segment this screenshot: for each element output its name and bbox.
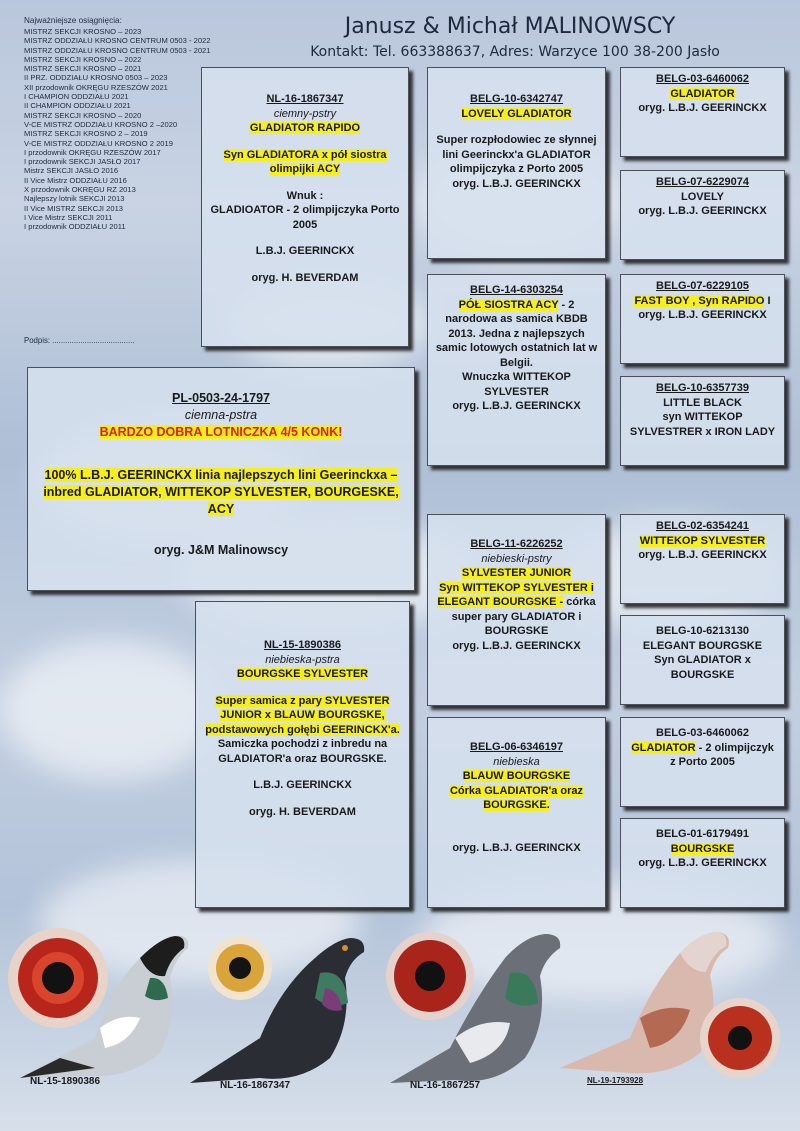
ggp-card [620, 818, 785, 908]
sire-name: GLADIATOR RAPIDO [249, 122, 361, 134]
ggp-name: GLADIATOR [631, 741, 696, 754]
ggp-card [620, 717, 785, 807]
granddam-sire-desc: - 2 narodowa as samica KBDB 2013. Jedna z najlepszych samic lotowych ostatnich lat w Belgii. [435, 298, 598, 369]
ggp-origin: oryg. L.B.J. GEERINCKX [638, 309, 767, 321]
ggp-origin: oryg. L.B.J. GEERINCKX [638, 102, 767, 114]
sire-reg: NL-16-1867347 [266, 93, 344, 105]
ggp-line-1: ELEGANT BOURGSKE [642, 639, 763, 652]
dam-reg: NL-15-1890386 [263, 639, 342, 651]
achievement-item: II Vice Mistrz ODDZIAŁU 2016 [24, 175, 127, 185]
bird-label: NL-15-1890386 [30, 1076, 101, 1087]
achievement-item: XII przodownik OKRĘGU RZESZÓW 2021 [24, 82, 168, 92]
granddam-dam-color: niebieska [493, 755, 540, 768]
granddam-sire-line: Wnuczka WITTEKOP SYLVESTER [462, 371, 571, 398]
grandsire-sire-card [427, 67, 606, 259]
achievement-item: V-CE MISTRZ ODDZIAŁU KROSNO 2 –2020 [24, 119, 178, 129]
sire-line-2: GLADIOATOR - 2 olimpijczyka Porto 2005 [210, 204, 400, 231]
ggp-origin: oryg. L.B.J. GEERINCKX [638, 549, 767, 561]
granddam-sire-card [427, 274, 606, 466]
achievement-item: MISTRZ SEKCJI KROSNO – 2023 [24, 27, 142, 36]
main-bird-color: ciemna-pstra [184, 408, 258, 422]
achievement-item: MISTRZ SEKCJI KROSNO – 2021 [24, 64, 142, 74]
ggp-card [620, 170, 785, 260]
grandsire-sire-origin: oryg. L.B.J. GEERINCKX [452, 177, 581, 190]
ggp-reg: BELG-02-6354241 [656, 520, 749, 532]
ggp-tail: - 2 olimpijczyk z Porto 2005 [670, 741, 774, 768]
ggp-reg: BELG-07-6229074 [656, 176, 749, 188]
sire-color: ciemny-pstry [273, 107, 337, 120]
bird-label: NL-19-1793928 [587, 1076, 644, 1085]
dam-desc: Super samica z pary SYLVESTER JUNIOR x BLAUW BOURGSKE, podstawowych gołębi GEERINCKX'a. [205, 694, 400, 736]
granddam-dam-name: BLAUW BOURGSKE [462, 770, 571, 782]
ggp-reg: BELG-10-6357739 [656, 382, 749, 394]
achievement-item: I Vice Mistrz SEKCJI 2011 [24, 212, 113, 222]
ggp-name: WITTEKOP SYLVESTER [639, 534, 766, 547]
ggp-line-2: Syn GLADIATOR x BOURGSKE [654, 654, 751, 681]
ggp-name: GLADIATOR [670, 87, 735, 100]
achievement-item: I przodownik OKRĘGU RZESZÓW 2017 [24, 147, 161, 157]
achievement-item: MISTRZ ODDZIAŁU KROSNO CENTRUM 0503 - 2022 [24, 36, 211, 46]
achievement-item: II CHAMPION ODDZIAŁU 2021 [24, 101, 131, 111]
grandsire-dam-color: niebieski-pstry [481, 552, 552, 565]
grandsire-dam-card [427, 514, 606, 706]
achievement-item: I przodownik SEKCJI JASŁO 2017 [24, 157, 141, 167]
dam-name: BOURGSKE SYLVESTER [236, 668, 369, 680]
achievement-item: MISTRZ SEKCJI KROSNO – 2020 [24, 110, 142, 120]
ggp-name: BOURGSKE [670, 842, 735, 855]
ggp-tail: I [764, 294, 771, 307]
main-bird-tag: BARDZO DOBRA LOTNICZKA 4/5 KONK! [99, 425, 343, 439]
ggp-reg-plain: BELG-10-6213130 [656, 625, 749, 637]
granddam-sire-reg: BELG-14-6303254 [470, 284, 563, 296]
ggp-origin: oryg. L.B.J. GEERINCKX [638, 205, 767, 217]
grandsire-dam-parents: Syn WITTEKOP SYLVESTER i ELEGANT BOURGSKE - [437, 581, 594, 608]
sire-card [201, 67, 409, 347]
breeder-contact: Kontakt: Tel. 663388637, Adres: Warzyce 100 38-200 Jasło [310, 44, 720, 60]
ggp-reg: BELG-07-6229105 [656, 280, 749, 292]
eye-image [700, 998, 780, 1078]
achievement-item: I przodownik ODDZIAŁU 2011 [24, 222, 126, 232]
grandsire-dam-origin: oryg. L.B.J. GEERINCKX [452, 639, 581, 652]
eye-image [208, 936, 272, 1000]
grandsire-dam-desc: córka super pary GLADIATOR i BOURGSKE [451, 596, 596, 637]
achievement-item: V-CE MISTRZ ODDZIAŁU KROSNO 2 2019 [24, 138, 173, 148]
achievements-list [24, 27, 224, 232]
ggp-card [620, 615, 785, 705]
main-bird-reg: PL-0503-24-1797 [172, 391, 270, 405]
granddam-dam-card [427, 717, 606, 908]
ggp-origin: oryg. L.B.J. GEERINCKX [638, 857, 767, 869]
signature-line: Podpis: ...................................... [24, 336, 135, 345]
achievement-item: II Vice MISTRZ SEKCJI 2013 [24, 203, 124, 213]
ggp-reg: BELG-03-6460062 [656, 73, 749, 85]
sire-line-3: L.B.J. GEERINCKX [255, 245, 355, 257]
dam-color: niebieska-pstra [265, 653, 340, 666]
grandsire-dam-name: SYLVESTER JUNIOR [461, 567, 572, 579]
dam-line-1: Samiczka pochodzi z inbredu na GLADIATOR'a oraz BOURGSKE. [217, 738, 388, 765]
ggp-reg-plain: BELG-03-6460062 [656, 727, 749, 739]
granddam-dam-origin: oryg. L.B.J. GEERINCKX [452, 841, 581, 854]
ggp-card [620, 514, 785, 604]
ggp-line-2: syn WITTEKOP SYLVESTRER x IRON LADY [629, 411, 776, 438]
achievement-item: MISTRZ SEKCJI KROSNO – 2022 [24, 54, 142, 64]
granddam-sire-origin: oryg. L.B.J. GEERINCKX [452, 400, 581, 412]
grandsire-sire-desc: Super rozpłodowiec ze słynnej lini Geerinckx'a GLADIATOR olimpijczyka z Porto 2005 [436, 134, 597, 175]
ggp-card [620, 376, 785, 466]
bird-label: NL-16-1867347 [220, 1080, 291, 1091]
ggp-card [620, 67, 785, 157]
achievement-item: MISTRZ ODDZIAŁU KROSNO CENTRUM 0503 - 2021 [24, 45, 211, 55]
breeder-name: Janusz & Michał MALINOWSCY [344, 14, 676, 39]
sire-line-4: oryg. H. BEVERDAM [251, 271, 359, 284]
ggp-line-1: LITTLE BLACK [663, 396, 742, 409]
sire-desc: Syn GLADIATORA x pół siostra olimpijki ACY [223, 148, 387, 175]
main-bird-card [27, 367, 415, 591]
eye-image [8, 928, 108, 1028]
ggp-name: LOVELY [681, 190, 724, 203]
main-bird-desc: 100% L.B.J. GEERINCKX linia najlepszych lini Geerinckxa – inbred GLADIATOR, WITTEKOP SYLVESTER, BOURGESKE, ACY [43, 468, 399, 516]
bird-label: NL-16-1867257 [410, 1080, 481, 1091]
granddam-dam-desc: Córka GLADIATOR'a oraz BOURGSKE. [449, 784, 583, 811]
dam-card [195, 601, 410, 908]
granddam-dam-reg: BELG-06-6346197 [470, 741, 563, 753]
achievement-item: X przodownik OKRĘGU RZ 2013 [24, 185, 136, 195]
eye-image [386, 932, 474, 1020]
achievement-item: MISTRZ SEKCJI KROSNO 2 – 2019 [24, 129, 148, 139]
pigeon-photos [0, 918, 800, 1088]
achievements-title: Najważniejsze osiągnięcia: [24, 16, 122, 25]
main-bird-origin: oryg. J&M Malinowscy [153, 543, 289, 557]
grandsire-dam-reg: BELG-11-6226252 [470, 538, 563, 550]
ggp-name: FAST BOY , Syn RAPIDO [634, 294, 765, 307]
dam-line-3: oryg. H. BEVERDAM [249, 805, 356, 818]
granddam-sire-name: PÓŁ SIOSTRA ACY [458, 298, 559, 311]
achievement-item: Najlepszy lotnik SEKCJI 2013 [24, 194, 125, 204]
ggp-card [620, 274, 785, 364]
grandsire-sire-reg: BELG-10-6342747 [470, 93, 563, 105]
sire-line-1: Wnuk : [286, 189, 324, 202]
achievement-item: I CHAMPION ODDZIAŁU 2021 [24, 92, 129, 102]
dam-line-2: L.B.J. GEERINCKX [253, 779, 352, 791]
grandsire-sire-name: LOVELY GLADIATOR [461, 107, 572, 120]
achievement-item: Mistrz SEKCJI JASŁO 2016 [24, 166, 119, 176]
ggp-reg-plain: BELG-01-6179491 [656, 828, 749, 840]
achievement-item: II PRZ. ODDZIAŁU KROSNO 0503 – 2023 [24, 73, 168, 83]
